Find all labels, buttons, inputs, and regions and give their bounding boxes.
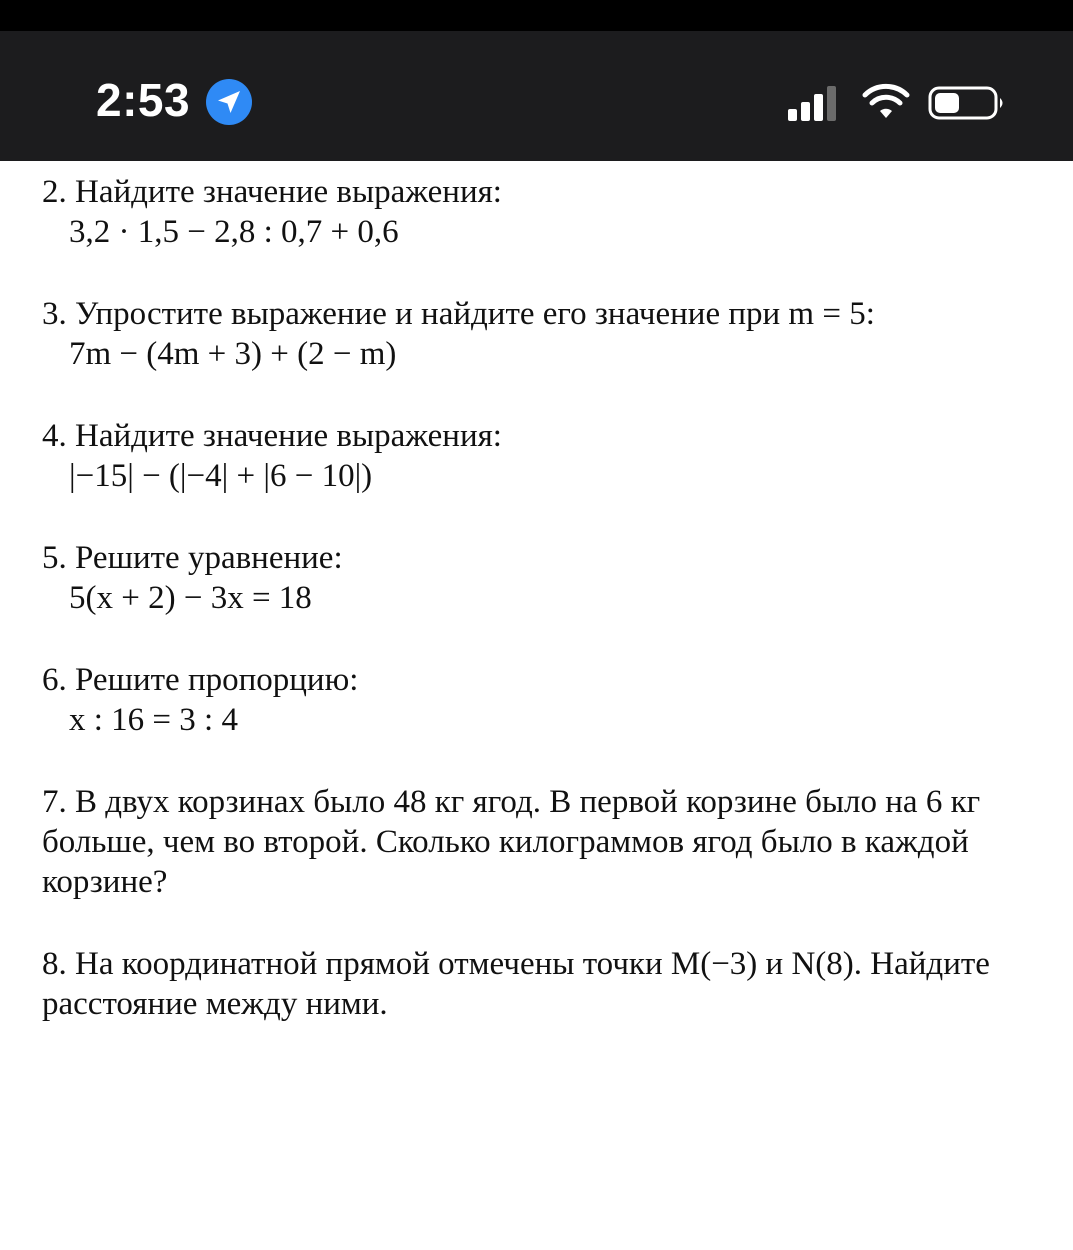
task-question: 2. Найдите значение выражения: [42, 174, 502, 210]
location-arrow-icon [205, 78, 253, 126]
task-question: 3. Упростите выражение и найдите его значение при m = 5: [42, 296, 875, 332]
task-3 [42, 294, 1062, 374]
task-5 [42, 538, 1062, 618]
task-question: 5. Решите уравнение: [42, 540, 343, 576]
task-8 [42, 944, 1062, 1024]
task-expression: 5(x + 2) − 3x = 18 [69, 580, 312, 616]
task-question: 6. Решите пропорцию: [42, 662, 359, 698]
task-expression: 3,2 · 1,5 − 2,8 : 0,7 + 0,6 [69, 214, 399, 250]
battery-icon [928, 85, 1008, 121]
task-question: 7. В двух корзинах было 48 кг ягод. В первой корзине было на 6 кг больше, чем во второй. Сколько килограммов ягод было в каждой корзине? [42, 784, 981, 900]
cellular-signal-icon [788, 85, 842, 121]
task-7 [42, 782, 1062, 902]
task-question: 8. На координатной прямой отмечены точки M(−3) и N(8). Найдите расстояние между ними. [42, 946, 990, 1022]
task-expression: |−15| − (|−4| + |6 − 10|) [69, 458, 373, 494]
top-black-strip [0, 0, 1073, 31]
task-2 [42, 172, 1062, 252]
status-bar [0, 31, 1073, 161]
task-expression: x : 16 = 3 : 4 [69, 702, 238, 738]
task-question: 4. Найдите значение выражения: [42, 418, 502, 454]
status-time: 2:53 [96, 74, 191, 126]
task-6 [42, 660, 1062, 740]
task-expression: 7m − (4m + 3) + (2 − m) [69, 336, 397, 372]
task-4 [42, 416, 1062, 496]
wifi-icon [862, 83, 910, 121]
worksheet [42, 172, 1062, 1066]
